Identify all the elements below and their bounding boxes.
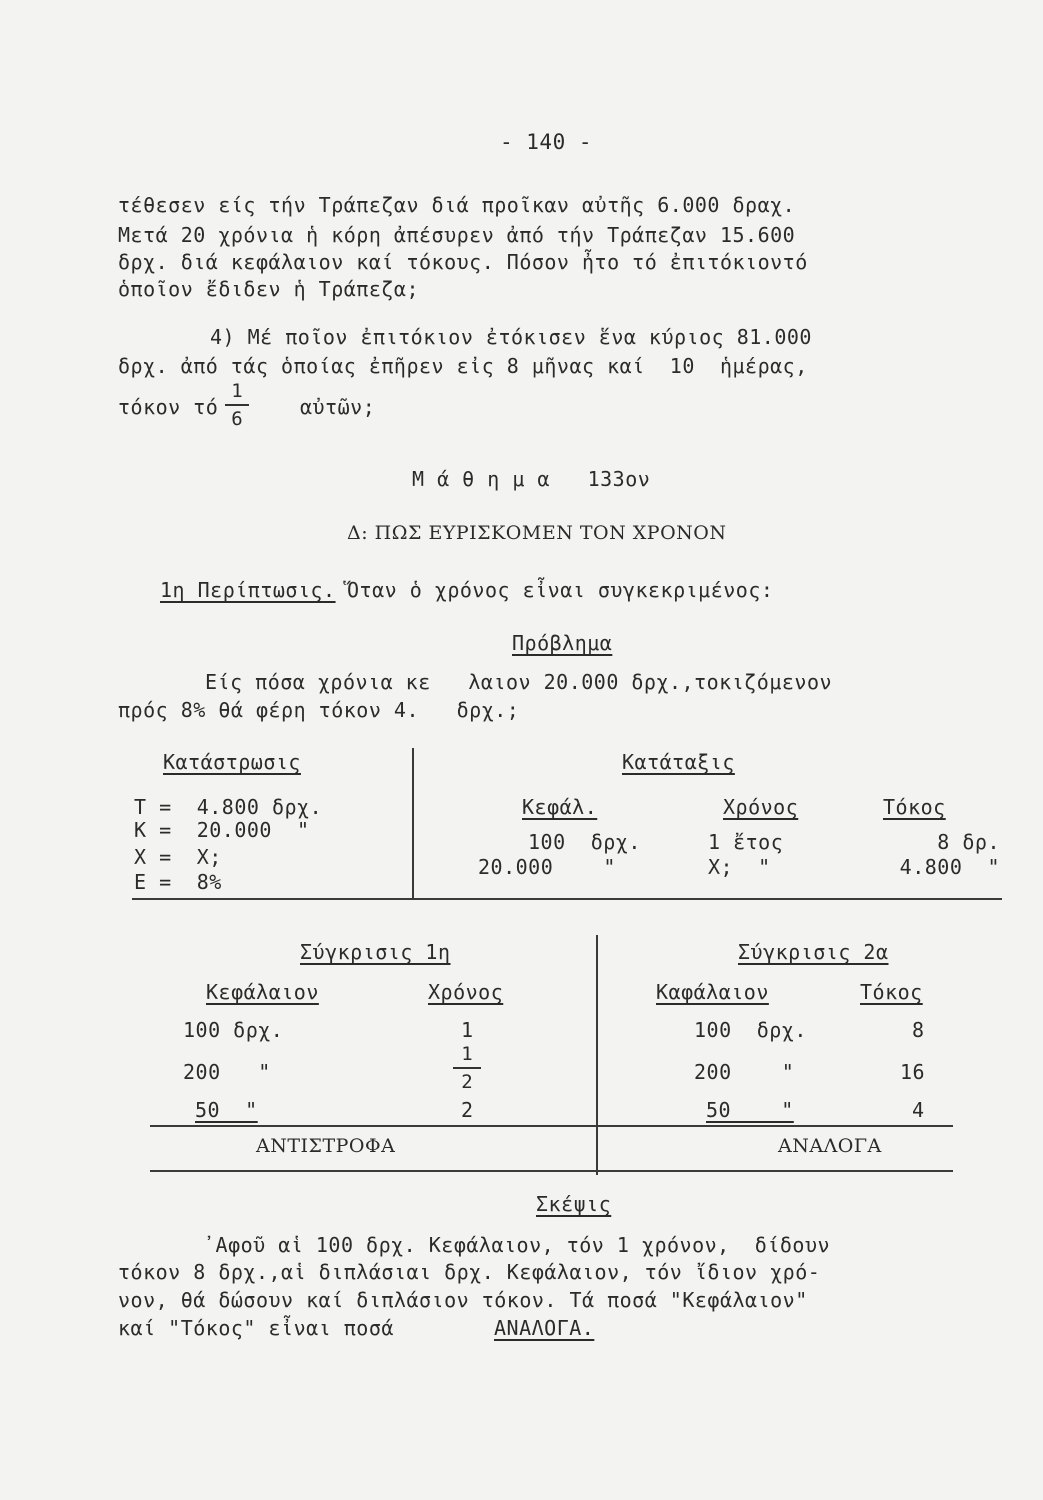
case-text: Ὅταν ὁ χρόνος εἶναι συγκεκριμένος: — [347, 578, 774, 602]
sygkrisis2-tok: 4 — [912, 1098, 925, 1122]
sygkrisis1-xr: 1 — [461, 1018, 474, 1042]
sygkrisis1-heading: Σύγκρισις 1η — [300, 940, 451, 964]
table2-divider-vertical — [596, 935, 598, 1175]
intro-line-3: δρχ. διά κεφάλαιον καί τόκους. Πόσον ἦτο τό ἐπιτόκιοντό — [118, 250, 808, 274]
sygkrisis1-col-kefalaion: Κεφάλαιον — [206, 980, 319, 1004]
fraction-one-half — [453, 1043, 481, 1093]
sygkrisis2-result: ΑΝΑΛΟΓΑ — [778, 1135, 882, 1157]
skepsis-line-4: καί "Τόκος" εἶναι ποσά — [118, 1316, 394, 1340]
case-label: 1η Περίπτωσις. — [160, 578, 336, 602]
skepsis-heading: Σκέψις — [536, 1192, 612, 1216]
fraction-numerator: 1 — [461, 1043, 473, 1065]
katataxis-cell: 1 ἔτος — [708, 830, 784, 854]
sygkrisis1-kef: 200 " — [183, 1060, 271, 1084]
katastrosis-row: Χ = Χ; — [134, 845, 222, 869]
katastrosis-heading: Κατάστρωσις — [163, 750, 301, 774]
sygkrisis1-kef: 50 " — [195, 1098, 258, 1122]
skepsis-line-1: ᾿Αφοῦ αἱ 100 δρχ. Κεφάλαιον, τόν 1 χρόνον, δίδουν — [203, 1233, 831, 1257]
katataxis-cell: Χ; " — [708, 855, 771, 879]
katataxis-col-kefal: Κεφάλ. — [522, 795, 598, 819]
sygkrisis2-kef: 50 " — [706, 1098, 794, 1122]
section-title: Δ: ΠΩΣ ΕΥΡΙΣΚΟΜΕΝ ΤΟΝ ΧΡΟΝΟΝ — [347, 522, 727, 544]
table2-mid-rule — [150, 1125, 953, 1127]
lesson-title: Μ ά θ η μ α 133ον — [412, 467, 651, 491]
problem-line-1: Είς πόσα χρόνια κε λαιον 20.000 δρχ.,τοκιζόμενον — [205, 670, 833, 694]
fraction-denominator: 6 — [231, 407, 243, 430]
intro-line-2: Μετά 20 χρόνια ἡ κόρη ἀπέσυρεν ἀπό τήν Τράπεζαν 15.600 — [118, 223, 796, 247]
sygkrisis2-heading: Σύγκρισις 2α — [738, 940, 889, 964]
sygkrisis2-kef: 200 " — [694, 1060, 795, 1084]
katataxis-cell: 4.800 " — [899, 855, 1000, 879]
sygkrisis1-xr: 2 — [461, 1098, 474, 1122]
intro-line-4: ὁποῖον ἔδιδεν ἡ Τράπεζα; — [118, 277, 419, 301]
katataxis-cell: 20.000 " — [478, 855, 616, 879]
katastrosis-row: Τ = 4.800 δρχ. — [134, 795, 323, 819]
sygkrisis1-kef: 100 δρχ. — [183, 1018, 284, 1042]
table1-divider-vertical — [412, 748, 414, 898]
table1-bottom-rule — [132, 898, 1002, 900]
katataxis-col-tokos: Τόκος — [883, 795, 946, 819]
problem4-line-3-pre: τόκον τό — [118, 395, 219, 419]
fraction-bar — [225, 404, 249, 406]
skepsis-line-2: τόκον 8 δρχ.,αἱ διπλάσιαι δρχ. Κεφάλαιον, τόν ἴδιον χρό- — [118, 1260, 821, 1284]
sygkrisis1-result: ΑΝΤΙΣΤΡΟΦΑ — [256, 1135, 396, 1157]
problem-line-2: πρός 8% θά φέρη τόκον 4. δρχ.; — [118, 698, 520, 722]
intro-line-1: τέθεσεν είς τήν Τράπεζαν διά προῖκαν αὐτῆς 6.000 δραχ. — [118, 193, 796, 217]
sygkrisis2-col-kafalaion: Καφάλαιον — [656, 980, 769, 1004]
skepsis-emphasis: ΑΝΑΛΟΓΑ. — [494, 1316, 595, 1340]
fraction-denominator: 2 — [461, 1070, 473, 1093]
sygkrisis2-col-tokos: Τόκος — [860, 980, 923, 1004]
fraction-bar — [453, 1067, 481, 1069]
skepsis-line-3: νον, θά δώσουν καί διπλάσιον τόκον. Τά ποσά "Κεφάλαιον" — [118, 1288, 808, 1312]
problem4-line-1: 4) Μέ ποῖον ἐπιτόκιον ἐτόκισεν ἕνα κύριος 81.000 — [210, 325, 812, 349]
sygkrisis2-tok: 16 — [900, 1060, 926, 1084]
katataxis-col-xronos: Χρόνος — [723, 795, 799, 819]
sygkrisis1-col-xronos: Χρόνος — [428, 980, 504, 1004]
katataxis-heading: Κατάταξις — [622, 750, 735, 774]
problem-heading: Πρόβλημα — [512, 631, 613, 655]
sygkrisis2-tok: 8 — [912, 1018, 925, 1042]
fraction-one-sixth — [225, 380, 249, 430]
problem4-line-2: δρχ. ἀπό τάς ὁποίας ἐπῆρεν εἰς 8 μῆνας καί 10 ἡμέρας, — [118, 354, 808, 378]
sygkrisis2-kef: 100 δρχ. — [694, 1018, 807, 1042]
katataxis-cell: 100 δρχ. — [528, 830, 641, 854]
problem4-line-3-post: αὐτῶν; — [300, 395, 376, 419]
katataxis-cell: 8 δρ. — [937, 830, 1000, 854]
katastrosis-row: Κ = 20.000 " — [134, 818, 310, 842]
fraction-numerator: 1 — [231, 380, 243, 402]
katastrosis-row: Ε = 8% — [134, 870, 222, 894]
page-number: - 140 - — [500, 130, 593, 154]
table2-bottom-rule — [150, 1170, 953, 1172]
